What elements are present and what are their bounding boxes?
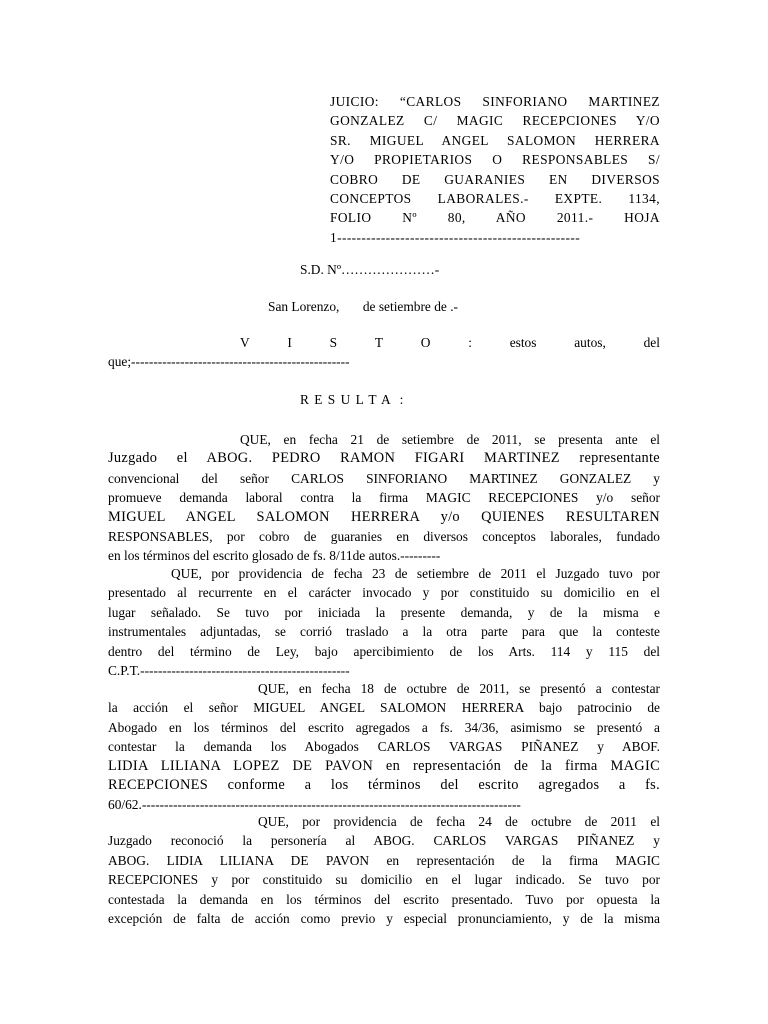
paragraph <box>108 564 660 680</box>
caption-line: COBRO DE GUARANIES EN DIVERSOS <box>330 171 660 187</box>
paragraph-line: RESPONSABLES, por cobro de guaranies en diversos conceptos laborales, fundado <box>108 529 660 545</box>
caption-line: CONCEPTOS LABORALES.- EXPTE. 1134, <box>330 191 660 207</box>
paragraph-line: Juzgado el ABOG. PEDRO RAMON FIGARI MARTINEZ representante <box>108 450 660 467</box>
paragraph-line: promueve demanda laboral contra la firma MAGIC RECEPCIONES y/o señor <box>108 490 660 506</box>
paragraph-line: QUE, por providencia de fecha 24 de octubre de 2011 el <box>258 814 660 829</box>
paragraph <box>108 812 660 928</box>
paragraph-line: RECEPCIONES y por constituido su domicilio en el lugar indicado. Se tuvo por <box>108 872 660 888</box>
visto-word: autos, <box>574 335 606 350</box>
paragraph-line: dentro del término de Ley, bajo apercibimiento de los Arts. 114 y 115 del <box>108 643 660 659</box>
visto-letter: T <box>374 335 384 350</box>
visto-word: estos <box>509 335 537 350</box>
caption-line: FOLIO Nº 80, AÑO 2011.- HOJA <box>330 210 660 226</box>
paragraph-line: convencional del señor CARLOS SINFORIANO MARTINEZ GONZALEZ y <box>108 470 660 486</box>
paragraph-line: RECEPCIONES conforme a los términos del escrito agregados a fs. <box>108 777 660 794</box>
visto-letter: O <box>420 335 431 350</box>
date-line: San Lorenzo, de setiembre de .- <box>268 299 459 314</box>
paragraph <box>108 430 660 566</box>
visto-letter: I <box>287 335 292 350</box>
paragraph <box>108 679 660 815</box>
caption-line: JUICIO: “CARLOS SINFORIANO MARTINEZ <box>330 94 660 109</box>
paragraph-line: QUE, por providencia de fecha 23 de setiembre de 2011 el Juzgado tuvo por <box>171 566 660 581</box>
visto-letter: S <box>329 335 338 350</box>
paragraph-line: la acción el señor MIGUEL ANGEL SALOMON HERRERA bajo patrocinio de <box>108 700 660 716</box>
paragraph-line: Abogado en los términos del escrito agregados a fs. 34/36, asimismo se presentó a <box>108 719 660 735</box>
paragraph-line: Juzgado reconoció la personería al ABOG. CARLOS VARGAS PIÑANEZ y <box>108 833 660 849</box>
paragraph-line: QUE, en fecha 18 de octubre de 2011, se presentó a contestar <box>258 681 660 696</box>
caption-line: GONZALEZ C/ MAGIC RECEPCIONES Y/O <box>330 113 660 129</box>
visto-word: del <box>643 335 660 350</box>
paragraph-line: MIGUEL ANGEL SALOMON HERRERA y/o QUIENES RESULTAREN <box>108 508 660 525</box>
paragraph-line: excepción de falta de acción como previo y especial pronunciamiento, y de la misma <box>108 911 660 927</box>
paragraph-line: LIDIA LILIANA LOPEZ DE PAVON en representación de la firma MAGIC <box>108 757 660 774</box>
sentence-number: S.D. Nº…………………- <box>300 262 440 277</box>
paragraph-line: presentado al recurrente en el carácter invocado y por constituido su domicilio en el <box>108 585 660 601</box>
visto-heading <box>240 335 660 351</box>
visto-letter: : <box>468 335 472 350</box>
paragraph-line: ABOG. LIDIA LILIANA DE PAVON en representación de la firma MAGIC <box>108 852 660 868</box>
resulta-heading: R E S U L T A : <box>300 392 405 407</box>
visto-letter: V <box>240 335 250 350</box>
paragraph-line: C.P.T.----------------------------------------------- <box>108 663 350 679</box>
paragraph-line: lugar señalado. Se tuvo por iniciada la presente demanda, y de la misma e <box>108 604 660 620</box>
caption-line: 1-------------------------------------------------- <box>330 229 581 245</box>
paragraph-line: instrumentales adjuntadas, se corrió traslado a la otra parte para que la conteste <box>108 624 660 640</box>
case-caption <box>330 92 660 247</box>
paragraph-line: QUE, en fecha 21 de setiembre de 2011, se presenta ante el <box>240 432 660 447</box>
visto-continuation: que;------------------------------------------------- <box>108 354 350 369</box>
paragraph-line: 60/62.------------------------------------------------------------------------------------- <box>108 797 521 813</box>
paragraph-line: en los términos del escrito glosado de fs. 8/11de autos.--------- <box>108 548 441 564</box>
caption-line: Y/O PROPIETARIOS O RESPONSABLES S/ <box>330 152 660 168</box>
paragraph-line: contestar la demanda los Abogados CARLOS VARGAS PIÑANEZ y ABOF. <box>108 739 660 755</box>
paragraph-line: contestada la demanda en los términos del escrito presentado. Tuvo por opuesta la <box>108 891 660 907</box>
caption-line: SR. MIGUEL ANGEL SALOMON HERRERA <box>330 132 660 148</box>
